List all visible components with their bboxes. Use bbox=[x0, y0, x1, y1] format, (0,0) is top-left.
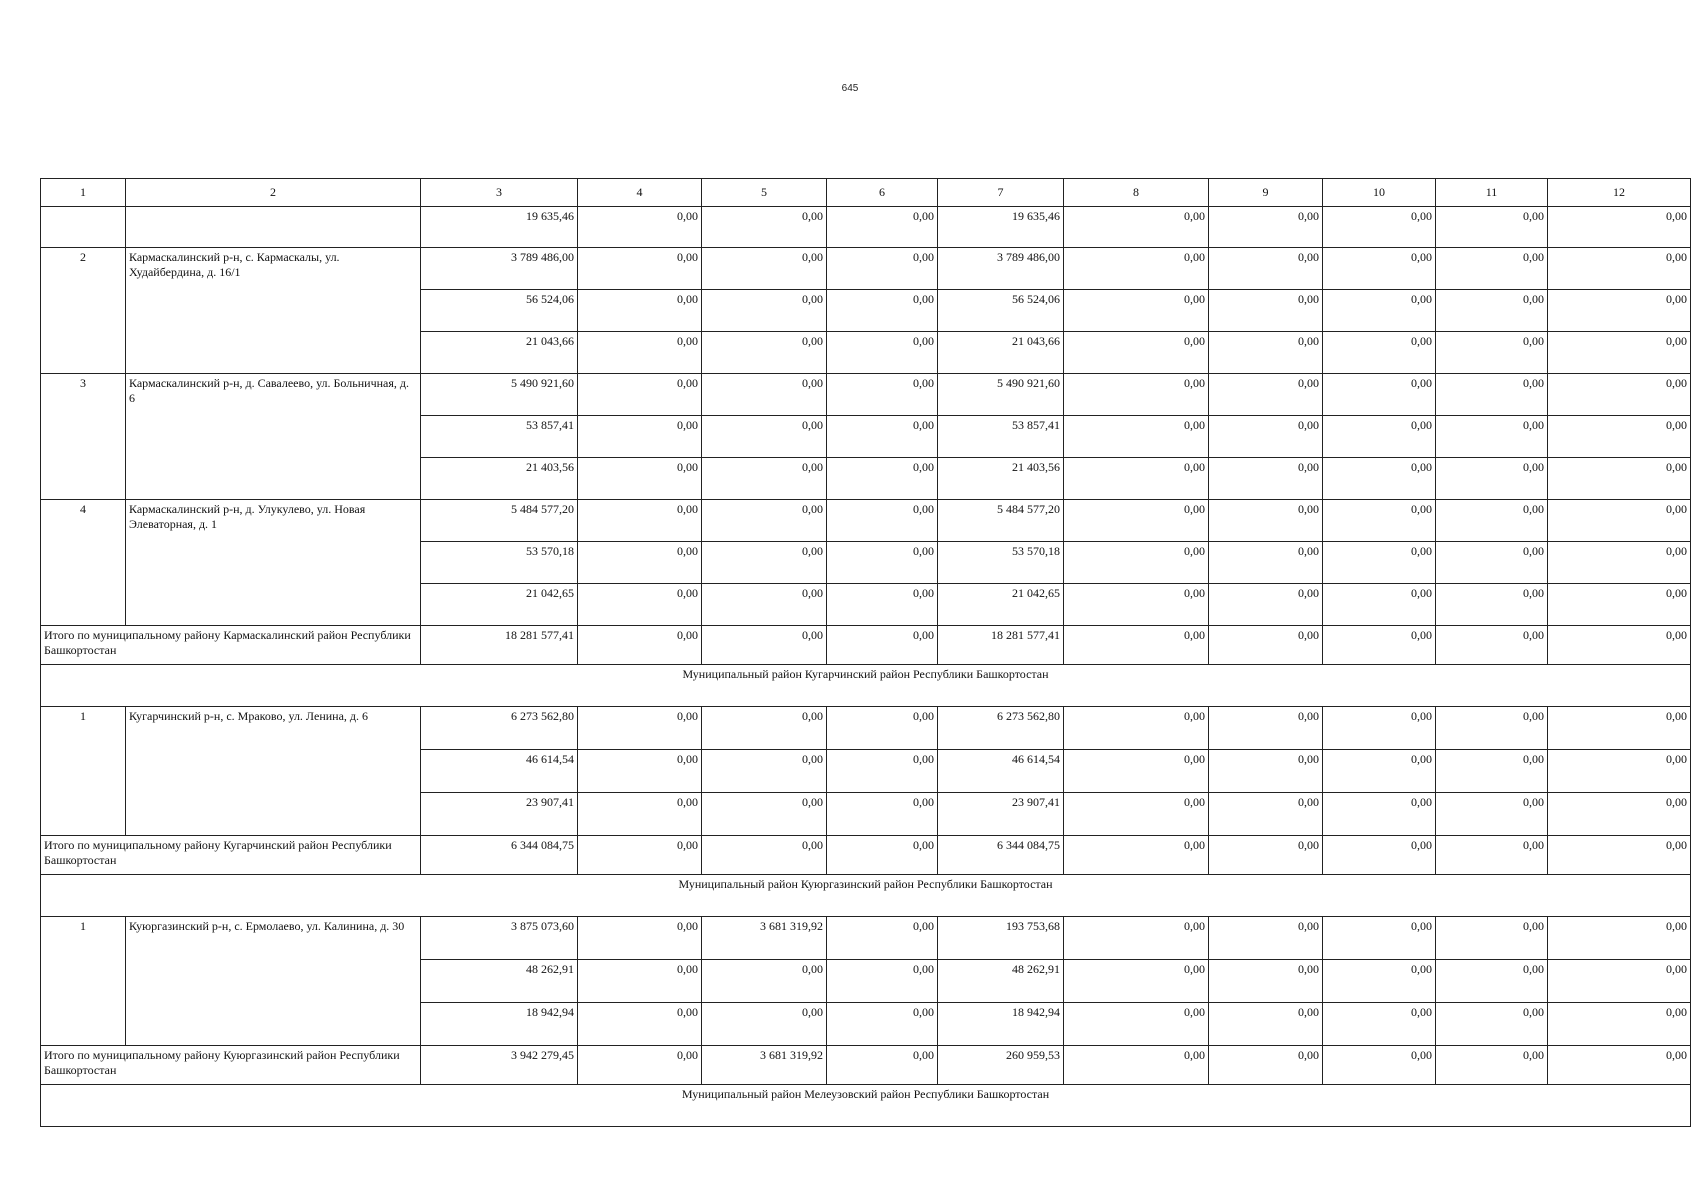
value-cell: 21 403,56 bbox=[421, 458, 578, 500]
value-cell: 0,00 bbox=[1064, 374, 1209, 416]
total-row bbox=[41, 626, 1691, 665]
table-row bbox=[41, 207, 1691, 248]
value-cell: 0,00 bbox=[827, 542, 938, 584]
value-cell: 19 635,46 bbox=[421, 207, 578, 248]
value-cell: 0,00 bbox=[578, 960, 702, 1003]
index-cell: 3 bbox=[41, 374, 126, 500]
value-cell: 0,00 bbox=[1548, 374, 1691, 416]
value-cell: 6 273 562,80 bbox=[938, 707, 1064, 750]
value-cell: 0,00 bbox=[1209, 1003, 1323, 1046]
value-cell: 0,00 bbox=[1209, 416, 1323, 458]
value-cell: 0,00 bbox=[827, 332, 938, 374]
value-cell: 0,00 bbox=[1548, 542, 1691, 584]
value-cell: 0,00 bbox=[1323, 707, 1436, 750]
value-cell: 0,00 bbox=[1548, 416, 1691, 458]
value-cell: 193 753,68 bbox=[938, 917, 1064, 960]
value-cell: 5 484 577,20 bbox=[421, 500, 578, 542]
value-cell: 0,00 bbox=[1548, 960, 1691, 1003]
total-value: 0,00 bbox=[1548, 836, 1691, 875]
value-cell: 0,00 bbox=[1548, 707, 1691, 750]
value-cell: 0,00 bbox=[1209, 707, 1323, 750]
value-cell: 0,00 bbox=[1548, 207, 1691, 248]
value-cell: 0,00 bbox=[1323, 542, 1436, 584]
value-cell: 0,00 bbox=[578, 458, 702, 500]
value-cell: 0,00 bbox=[1064, 1003, 1209, 1046]
value-cell: 0,00 bbox=[702, 374, 827, 416]
total-value: 18 281 577,41 bbox=[421, 626, 578, 665]
value-cell: 0,00 bbox=[1323, 1003, 1436, 1046]
value-cell: 0,00 bbox=[702, 207, 827, 248]
section-row bbox=[41, 665, 1691, 707]
table-row bbox=[41, 248, 1691, 290]
value-cell: 0,00 bbox=[1436, 707, 1548, 750]
value-cell: 0,00 bbox=[1064, 416, 1209, 458]
value-cell: 0,00 bbox=[827, 290, 938, 332]
total-value: 0,00 bbox=[1064, 626, 1209, 665]
column-header: 7 bbox=[938, 179, 1064, 207]
column-header: 10 bbox=[1323, 179, 1436, 207]
value-cell: 0,00 bbox=[578, 416, 702, 458]
total-value: 0,00 bbox=[578, 1046, 702, 1085]
value-cell: 0,00 bbox=[1436, 917, 1548, 960]
value-cell: 0,00 bbox=[578, 290, 702, 332]
value-cell: 53 570,18 bbox=[421, 542, 578, 584]
value-cell: 48 262,91 bbox=[938, 960, 1064, 1003]
value-cell: 0,00 bbox=[1064, 707, 1209, 750]
value-cell: 0,00 bbox=[578, 500, 702, 542]
total-value: 260 959,53 bbox=[938, 1046, 1064, 1085]
total-value: 0,00 bbox=[827, 626, 938, 665]
value-cell: 0,00 bbox=[702, 542, 827, 584]
value-cell: 0,00 bbox=[1323, 332, 1436, 374]
value-cell: 0,00 bbox=[578, 584, 702, 626]
section-title: Муниципальный район Кугарчинский район Республики Башкортостан bbox=[41, 665, 1691, 707]
total-row bbox=[41, 1046, 1691, 1085]
value-cell: 6 273 562,80 bbox=[421, 707, 578, 750]
value-cell: 0,00 bbox=[1548, 500, 1691, 542]
total-value: 0,00 bbox=[827, 836, 938, 875]
value-cell: 21 042,65 bbox=[421, 584, 578, 626]
value-cell: 0,00 bbox=[702, 248, 827, 290]
value-cell: 0,00 bbox=[1323, 960, 1436, 1003]
total-value: 3 942 279,45 bbox=[421, 1046, 578, 1085]
value-cell: 0,00 bbox=[1436, 248, 1548, 290]
value-cell: 0,00 bbox=[702, 750, 827, 793]
value-cell: 0,00 bbox=[1323, 750, 1436, 793]
value-cell: 0,00 bbox=[1436, 1003, 1548, 1046]
total-value: 0,00 bbox=[702, 836, 827, 875]
value-cell: 0,00 bbox=[1323, 917, 1436, 960]
table-row bbox=[41, 500, 1691, 542]
total-value: 0,00 bbox=[578, 626, 702, 665]
value-cell: 0,00 bbox=[1323, 290, 1436, 332]
value-cell: 0,00 bbox=[578, 332, 702, 374]
total-value: 0,00 bbox=[702, 626, 827, 665]
report-table bbox=[40, 178, 1691, 1127]
section-title: Муниципальный район Мелеузовский район Республики Башкортостан bbox=[41, 1085, 1691, 1127]
value-cell: 0,00 bbox=[1323, 458, 1436, 500]
value-cell: 0,00 bbox=[827, 1003, 938, 1046]
value-cell: 0,00 bbox=[827, 750, 938, 793]
value-cell: 0,00 bbox=[1209, 207, 1323, 248]
value-cell: 0,00 bbox=[827, 207, 938, 248]
value-cell: 0,00 bbox=[1209, 750, 1323, 793]
value-cell: 0,00 bbox=[1323, 207, 1436, 248]
value-cell: 0,00 bbox=[1323, 374, 1436, 416]
address-cell: Кармаскалинский р-н, д. Улукулево, ул. Новая Элеваторная, д. 1 bbox=[126, 500, 421, 626]
value-cell: 0,00 bbox=[578, 793, 702, 836]
value-cell: 46 614,54 bbox=[421, 750, 578, 793]
address-cell: Кармаскалинский р-н, с. Кармаскалы, ул. Худайбердина, д. 16/1 bbox=[126, 248, 421, 374]
total-value: 6 344 084,75 bbox=[421, 836, 578, 875]
value-cell: 3 875 073,60 bbox=[421, 917, 578, 960]
section-row bbox=[41, 875, 1691, 917]
total-value: 0,00 bbox=[1323, 626, 1436, 665]
value-cell: 0,00 bbox=[827, 416, 938, 458]
value-cell: 0,00 bbox=[1548, 290, 1691, 332]
value-cell: 0,00 bbox=[1064, 332, 1209, 374]
value-cell: 18 942,94 bbox=[938, 1003, 1064, 1046]
value-cell: 21 042,65 bbox=[938, 584, 1064, 626]
value-cell: 0,00 bbox=[702, 793, 827, 836]
value-cell: 0,00 bbox=[1209, 248, 1323, 290]
value-cell: 3 789 486,00 bbox=[938, 248, 1064, 290]
value-cell: 0,00 bbox=[1209, 374, 1323, 416]
value-cell: 0,00 bbox=[1064, 960, 1209, 1003]
total-value: 0,00 bbox=[578, 836, 702, 875]
value-cell: 0,00 bbox=[1064, 917, 1209, 960]
value-cell: 3 681 319,92 bbox=[702, 917, 827, 960]
value-cell: 0,00 bbox=[578, 1003, 702, 1046]
section-row bbox=[41, 1085, 1691, 1127]
total-value: 0,00 bbox=[1064, 836, 1209, 875]
total-value: 0,00 bbox=[827, 1046, 938, 1085]
value-cell: 53 857,41 bbox=[938, 416, 1064, 458]
index-cell bbox=[41, 207, 126, 248]
value-cell: 0,00 bbox=[827, 793, 938, 836]
value-cell: 0,00 bbox=[1064, 542, 1209, 584]
value-cell: 0,00 bbox=[1436, 374, 1548, 416]
value-cell: 0,00 bbox=[1209, 542, 1323, 584]
value-cell: 0,00 bbox=[1209, 500, 1323, 542]
value-cell: 0,00 bbox=[702, 1003, 827, 1046]
value-cell: 21 043,66 bbox=[938, 332, 1064, 374]
table-row bbox=[41, 917, 1691, 960]
value-cell: 5 490 921,60 bbox=[421, 374, 578, 416]
value-cell: 0,00 bbox=[1548, 332, 1691, 374]
value-cell: 56 524,06 bbox=[938, 290, 1064, 332]
value-cell: 0,00 bbox=[1064, 458, 1209, 500]
column-header: 11 bbox=[1436, 179, 1548, 207]
value-cell: 0,00 bbox=[578, 707, 702, 750]
value-cell: 0,00 bbox=[1209, 793, 1323, 836]
value-cell: 0,00 bbox=[1323, 416, 1436, 458]
page-number: 645 bbox=[841, 83, 859, 94]
value-cell: 0,00 bbox=[827, 584, 938, 626]
column-header: 9 bbox=[1209, 179, 1323, 207]
value-cell: 0,00 bbox=[1064, 248, 1209, 290]
value-cell: 0,00 bbox=[1548, 584, 1691, 626]
value-cell: 56 524,06 bbox=[421, 290, 578, 332]
total-value: 6 344 084,75 bbox=[938, 836, 1064, 875]
address-cell: Куюргазинский р-н, с. Ермолаево, ул. Калинина, д. 30 bbox=[126, 917, 421, 1046]
value-cell: 0,00 bbox=[578, 917, 702, 960]
index-cell: 4 bbox=[41, 500, 126, 626]
total-value: 3 681 319,92 bbox=[702, 1046, 827, 1085]
value-cell: 0,00 bbox=[1436, 542, 1548, 584]
address-cell: Кармаскалинский р-н, д. Савалеево, ул. Больничная, д. 6 bbox=[126, 374, 421, 500]
value-cell: 0,00 bbox=[1323, 248, 1436, 290]
value-cell: 19 635,46 bbox=[938, 207, 1064, 248]
value-cell: 0,00 bbox=[702, 960, 827, 1003]
total-value: 0,00 bbox=[1209, 626, 1323, 665]
value-cell: 53 570,18 bbox=[938, 542, 1064, 584]
total-label: Итого по муниципальному району Куюргазинский район Республики Башкортостан bbox=[41, 1046, 421, 1085]
value-cell: 0,00 bbox=[1548, 917, 1691, 960]
value-cell: 0,00 bbox=[578, 542, 702, 584]
value-cell: 5 490 921,60 bbox=[938, 374, 1064, 416]
value-cell: 0,00 bbox=[1436, 584, 1548, 626]
index-cell: 1 bbox=[41, 917, 126, 1046]
value-cell: 0,00 bbox=[827, 960, 938, 1003]
value-cell: 0,00 bbox=[1323, 500, 1436, 542]
index-cell: 1 bbox=[41, 707, 126, 836]
value-cell: 0,00 bbox=[702, 458, 827, 500]
value-cell: 18 942,94 bbox=[421, 1003, 578, 1046]
value-cell: 21 043,66 bbox=[421, 332, 578, 374]
value-cell: 0,00 bbox=[1436, 332, 1548, 374]
address-cell bbox=[126, 207, 421, 248]
value-cell: 0,00 bbox=[702, 584, 827, 626]
value-cell: 0,00 bbox=[827, 374, 938, 416]
value-cell: 0,00 bbox=[578, 248, 702, 290]
total-value: 0,00 bbox=[1209, 836, 1323, 875]
value-cell: 5 484 577,20 bbox=[938, 500, 1064, 542]
total-value: 0,00 bbox=[1436, 836, 1548, 875]
total-value: 0,00 bbox=[1436, 1046, 1548, 1085]
total-label: Итого по муниципальному району Кугарчинский район Республики Башкортостан bbox=[41, 836, 421, 875]
total-value: 0,00 bbox=[1209, 1046, 1323, 1085]
value-cell: 0,00 bbox=[578, 750, 702, 793]
column-header: 1 bbox=[41, 179, 126, 207]
total-value: 0,00 bbox=[1323, 1046, 1436, 1085]
value-cell: 0,00 bbox=[1323, 584, 1436, 626]
value-cell: 53 857,41 bbox=[421, 416, 578, 458]
value-cell: 0,00 bbox=[1436, 416, 1548, 458]
table-row bbox=[41, 707, 1691, 750]
value-cell: 0,00 bbox=[827, 917, 938, 960]
value-cell: 0,00 bbox=[1064, 750, 1209, 793]
index-cell: 2 bbox=[41, 248, 126, 374]
value-cell: 0,00 bbox=[1436, 458, 1548, 500]
column-header: 3 bbox=[421, 179, 578, 207]
value-cell: 0,00 bbox=[1436, 750, 1548, 793]
value-cell: 0,00 bbox=[1436, 500, 1548, 542]
value-cell: 23 907,41 bbox=[938, 793, 1064, 836]
value-cell: 0,00 bbox=[1209, 332, 1323, 374]
column-header: 4 bbox=[578, 179, 702, 207]
column-header: 12 bbox=[1548, 179, 1691, 207]
value-cell: 0,00 bbox=[578, 207, 702, 248]
total-label: Итого по муниципальному району Кармаскалинский район Республики Башкортостан bbox=[41, 626, 421, 665]
value-cell: 48 262,91 bbox=[421, 960, 578, 1003]
header-row bbox=[41, 179, 1691, 207]
value-cell: 0,00 bbox=[1064, 793, 1209, 836]
value-cell: 0,00 bbox=[1209, 584, 1323, 626]
value-cell: 0,00 bbox=[578, 374, 702, 416]
value-cell: 0,00 bbox=[1064, 500, 1209, 542]
value-cell: 0,00 bbox=[1323, 793, 1436, 836]
value-cell: 0,00 bbox=[1209, 960, 1323, 1003]
value-cell: 0,00 bbox=[1548, 248, 1691, 290]
value-cell: 0,00 bbox=[1209, 458, 1323, 500]
value-cell: 0,00 bbox=[702, 416, 827, 458]
total-value: 0,00 bbox=[1548, 1046, 1691, 1085]
value-cell: 0,00 bbox=[1209, 917, 1323, 960]
value-cell: 0,00 bbox=[827, 248, 938, 290]
value-cell: 0,00 bbox=[827, 707, 938, 750]
total-value: 0,00 bbox=[1548, 626, 1691, 665]
value-cell: 0,00 bbox=[1548, 458, 1691, 500]
section-title: Муниципальный район Куюргазинский район Республики Башкортостан bbox=[41, 875, 1691, 917]
total-value: 0,00 bbox=[1436, 626, 1548, 665]
value-cell: 0,00 bbox=[702, 332, 827, 374]
value-cell: 0,00 bbox=[827, 500, 938, 542]
value-cell: 0,00 bbox=[1436, 960, 1548, 1003]
value-cell: 0,00 bbox=[1064, 290, 1209, 332]
value-cell: 23 907,41 bbox=[421, 793, 578, 836]
column-header: 8 bbox=[1064, 179, 1209, 207]
value-cell: 0,00 bbox=[702, 290, 827, 332]
column-header: 2 bbox=[126, 179, 421, 207]
table-row bbox=[41, 374, 1691, 416]
address-cell: Кугарчинский р-н, с. Мраково, ул. Ленина, д. 6 bbox=[126, 707, 421, 836]
value-cell: 0,00 bbox=[827, 458, 938, 500]
value-cell: 0,00 bbox=[1436, 207, 1548, 248]
value-cell: 0,00 bbox=[1548, 793, 1691, 836]
total-value: 18 281 577,41 bbox=[938, 626, 1064, 665]
value-cell: 3 789 486,00 bbox=[421, 248, 578, 290]
value-cell: 0,00 bbox=[1436, 290, 1548, 332]
total-value: 0,00 bbox=[1323, 836, 1436, 875]
value-cell: 0,00 bbox=[702, 500, 827, 542]
value-cell: 0,00 bbox=[1064, 207, 1209, 248]
total-row bbox=[41, 836, 1691, 875]
value-cell: 46 614,54 bbox=[938, 750, 1064, 793]
value-cell: 0,00 bbox=[1436, 793, 1548, 836]
value-cell: 0,00 bbox=[702, 707, 827, 750]
total-value: 0,00 bbox=[1064, 1046, 1209, 1085]
column-header: 5 bbox=[702, 179, 827, 207]
value-cell: 0,00 bbox=[1548, 750, 1691, 793]
column-header: 6 bbox=[827, 179, 938, 207]
value-cell: 0,00 bbox=[1548, 1003, 1691, 1046]
value-cell: 21 403,56 bbox=[938, 458, 1064, 500]
value-cell: 0,00 bbox=[1209, 290, 1323, 332]
value-cell: 0,00 bbox=[1064, 584, 1209, 626]
